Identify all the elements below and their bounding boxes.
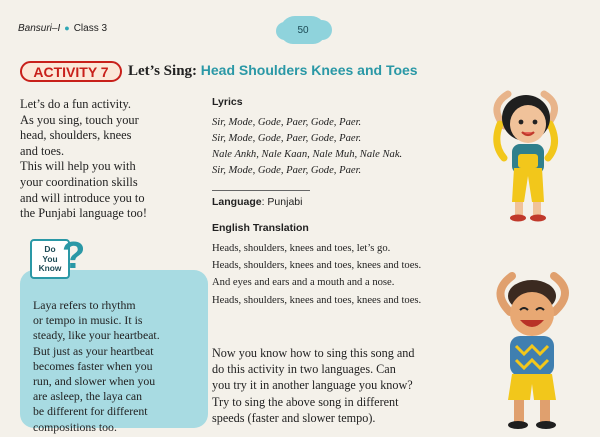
- translation-block: [212, 240, 421, 309]
- badge-word: Do: [44, 244, 56, 254]
- book-title: Bansuri–I: [18, 23, 61, 34]
- badge-word: Know: [38, 263, 62, 274]
- intro-line: This will help you with: [20, 159, 136, 174]
- closing-line: do this activity in two languages. Can: [212, 362, 396, 377]
- lyrics-line: Sir, Mode, Gode, Paer, Gode, Paer.: [212, 117, 362, 128]
- translation-heading: English Translation: [212, 222, 309, 234]
- page-number: [280, 16, 326, 44]
- title-lead: Let’s Sing:: [128, 63, 198, 79]
- page-header: [18, 23, 107, 34]
- activity-label: ACTIVITY 7: [33, 63, 109, 80]
- dyk-line: run, and slower when you: [33, 374, 156, 389]
- dyk-line: But just as your heartbeat: [33, 343, 154, 358]
- intro-line: your coordination skills: [20, 174, 138, 189]
- dyk-line: are asleep, the laya can: [33, 389, 143, 404]
- language-value: : Punjabi: [261, 196, 303, 208]
- intro-line: Let’s do a fun activity.: [20, 97, 132, 111]
- bullet-icon: ●: [64, 23, 70, 33]
- language-label: Language: [212, 196, 262, 208]
- class-label: Class 3: [73, 23, 108, 34]
- closing-line: you try it in another language you know?: [212, 378, 413, 393]
- dyk-line: or tempo in music. It is: [33, 313, 143, 328]
- translation-line: Heads, shoulders, knees and toes, let’s go.: [212, 243, 391, 254]
- intro-line: As you sing, touch your: [20, 112, 139, 127]
- intro-line: and toes.: [20, 143, 65, 158]
- question-mark-icon: ?: [62, 235, 86, 277]
- lyrics-line: Nale Ankh, Nale Kaan, Nale Muh, Nale Nak.: [212, 149, 403, 160]
- closing-line: Now you know how to sing this song and: [212, 346, 415, 360]
- lyrics-heading: Lyrics: [212, 96, 243, 108]
- closing-paragraph: [212, 345, 414, 426]
- dyk-line: be different for different: [33, 404, 148, 419]
- page-number-text: 50: [297, 24, 309, 36]
- dyk-line: steady, like your heartbeat.: [33, 328, 160, 343]
- lyrics-line: Sir, Mode, Gode, Paer, Gode, Paer.: [212, 133, 362, 144]
- lyrics-line: Sir, Mode, Gode, Paer, Gode, Paer.: [212, 165, 362, 176]
- language-line: [212, 196, 302, 208]
- intro-line: head, shoulders, knees: [20, 128, 132, 143]
- closing-line: Try to sing the above song in different: [212, 394, 399, 409]
- dyk-line: compositions too.: [33, 419, 117, 434]
- boy-illustration: [484, 268, 584, 432]
- translation-line: Heads, shoulders, knees and toes, knees and toes.: [212, 260, 422, 272]
- divider: [212, 190, 310, 191]
- badge-word: You: [42, 253, 58, 264]
- song-title: Head Shoulders Knees and Toes: [200, 62, 418, 78]
- translation-line: Heads, shoulders, knees and toes, knees and toes.: [212, 294, 422, 306]
- intro-line: the Punjabi language too!: [20, 206, 147, 221]
- translation-line: And eyes and ears and a mouth and a nose.: [212, 277, 395, 289]
- intro-paragraph: [20, 97, 206, 222]
- activity-badge: [20, 61, 122, 82]
- activity-title: [128, 62, 418, 80]
- intro-line: and will introduce you to: [20, 190, 145, 205]
- closing-line: speeds (faster and slower tempo).: [212, 410, 376, 425]
- lyrics-block: [212, 115, 402, 179]
- girl-illustration: [474, 84, 578, 222]
- dyk-line: Laya refers to rhythm: [33, 298, 136, 312]
- dyk-line: becomes faster when you: [33, 358, 153, 373]
- do-you-know-text: [33, 298, 205, 435]
